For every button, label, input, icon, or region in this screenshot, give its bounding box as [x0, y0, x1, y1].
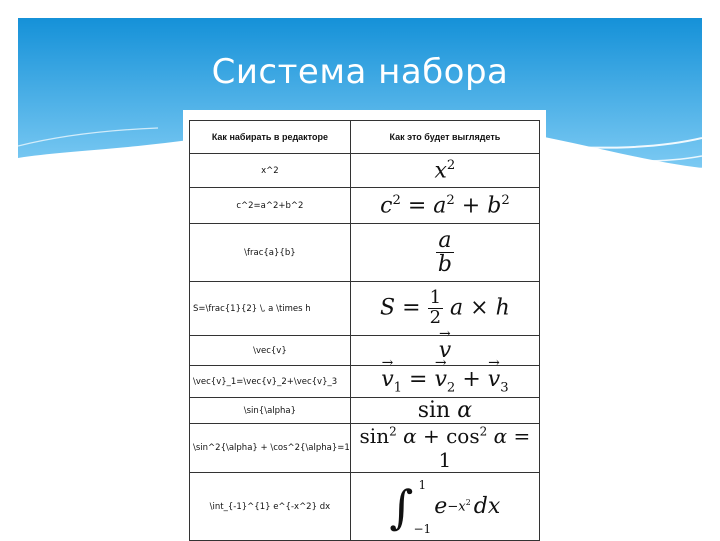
table-row — [190, 366, 540, 398]
code-cell: \int_{-1}^{1} e^{-x^2} dx — [190, 473, 351, 541]
render-cell: S = $\frac{1}{2}$ a × h — [350, 282, 539, 336]
table-row — [190, 224, 540, 282]
render-cell: → $v_1$ = → $v_2$ + → $v_3$ — [350, 366, 539, 398]
formula-table-panel — [183, 110, 546, 536]
code-cell: \vec{v} — [190, 336, 351, 366]
code-cell: x^2 — [190, 154, 351, 188]
render-cell: $\frac{a}{b}$ — [350, 224, 539, 282]
code-cell: \frac{a}{b} — [190, 224, 351, 282]
integral-icon: ∫ — [389, 479, 414, 534]
table-row — [190, 398, 540, 424]
formula-table — [189, 120, 540, 541]
code-cell: c^2=a^2+b^2 — [190, 188, 351, 224]
table-header-row — [190, 121, 540, 154]
render-cell: $x^2$ — [350, 154, 539, 188]
table-row — [190, 188, 540, 224]
render-cell: ∫ 1 −1 e $-x^2$ dx — [350, 473, 539, 541]
table-row — [190, 154, 540, 188]
column-header-code: Как набирать в редакторе — [190, 121, 351, 154]
code-cell: \vec{v}_1=\vec{v}_2+\vec{v}_3 — [190, 366, 351, 398]
render-cell: → v — [350, 336, 539, 366]
render-cell: $\sin^2 \alpha + \cos^2 \alpha = 1$ — [350, 424, 539, 473]
column-header-render: Как это будет выглядеть — [350, 121, 539, 154]
table-row — [190, 473, 540, 541]
code-cell: S=\frac{1}{2} \, a \times h — [190, 282, 351, 336]
code-cell: \sin^2{\alpha} + \cos^2{\alpha}=1 — [190, 424, 351, 473]
table-row — [190, 424, 540, 473]
slide-title: Система набора — [211, 52, 509, 92]
table-row — [190, 282, 540, 336]
code-cell: \sin{\alpha} — [190, 398, 351, 424]
render-cell: sin α — [350, 398, 539, 424]
render-cell: $c^2 = a^2 + b^2$ — [350, 188, 539, 224]
